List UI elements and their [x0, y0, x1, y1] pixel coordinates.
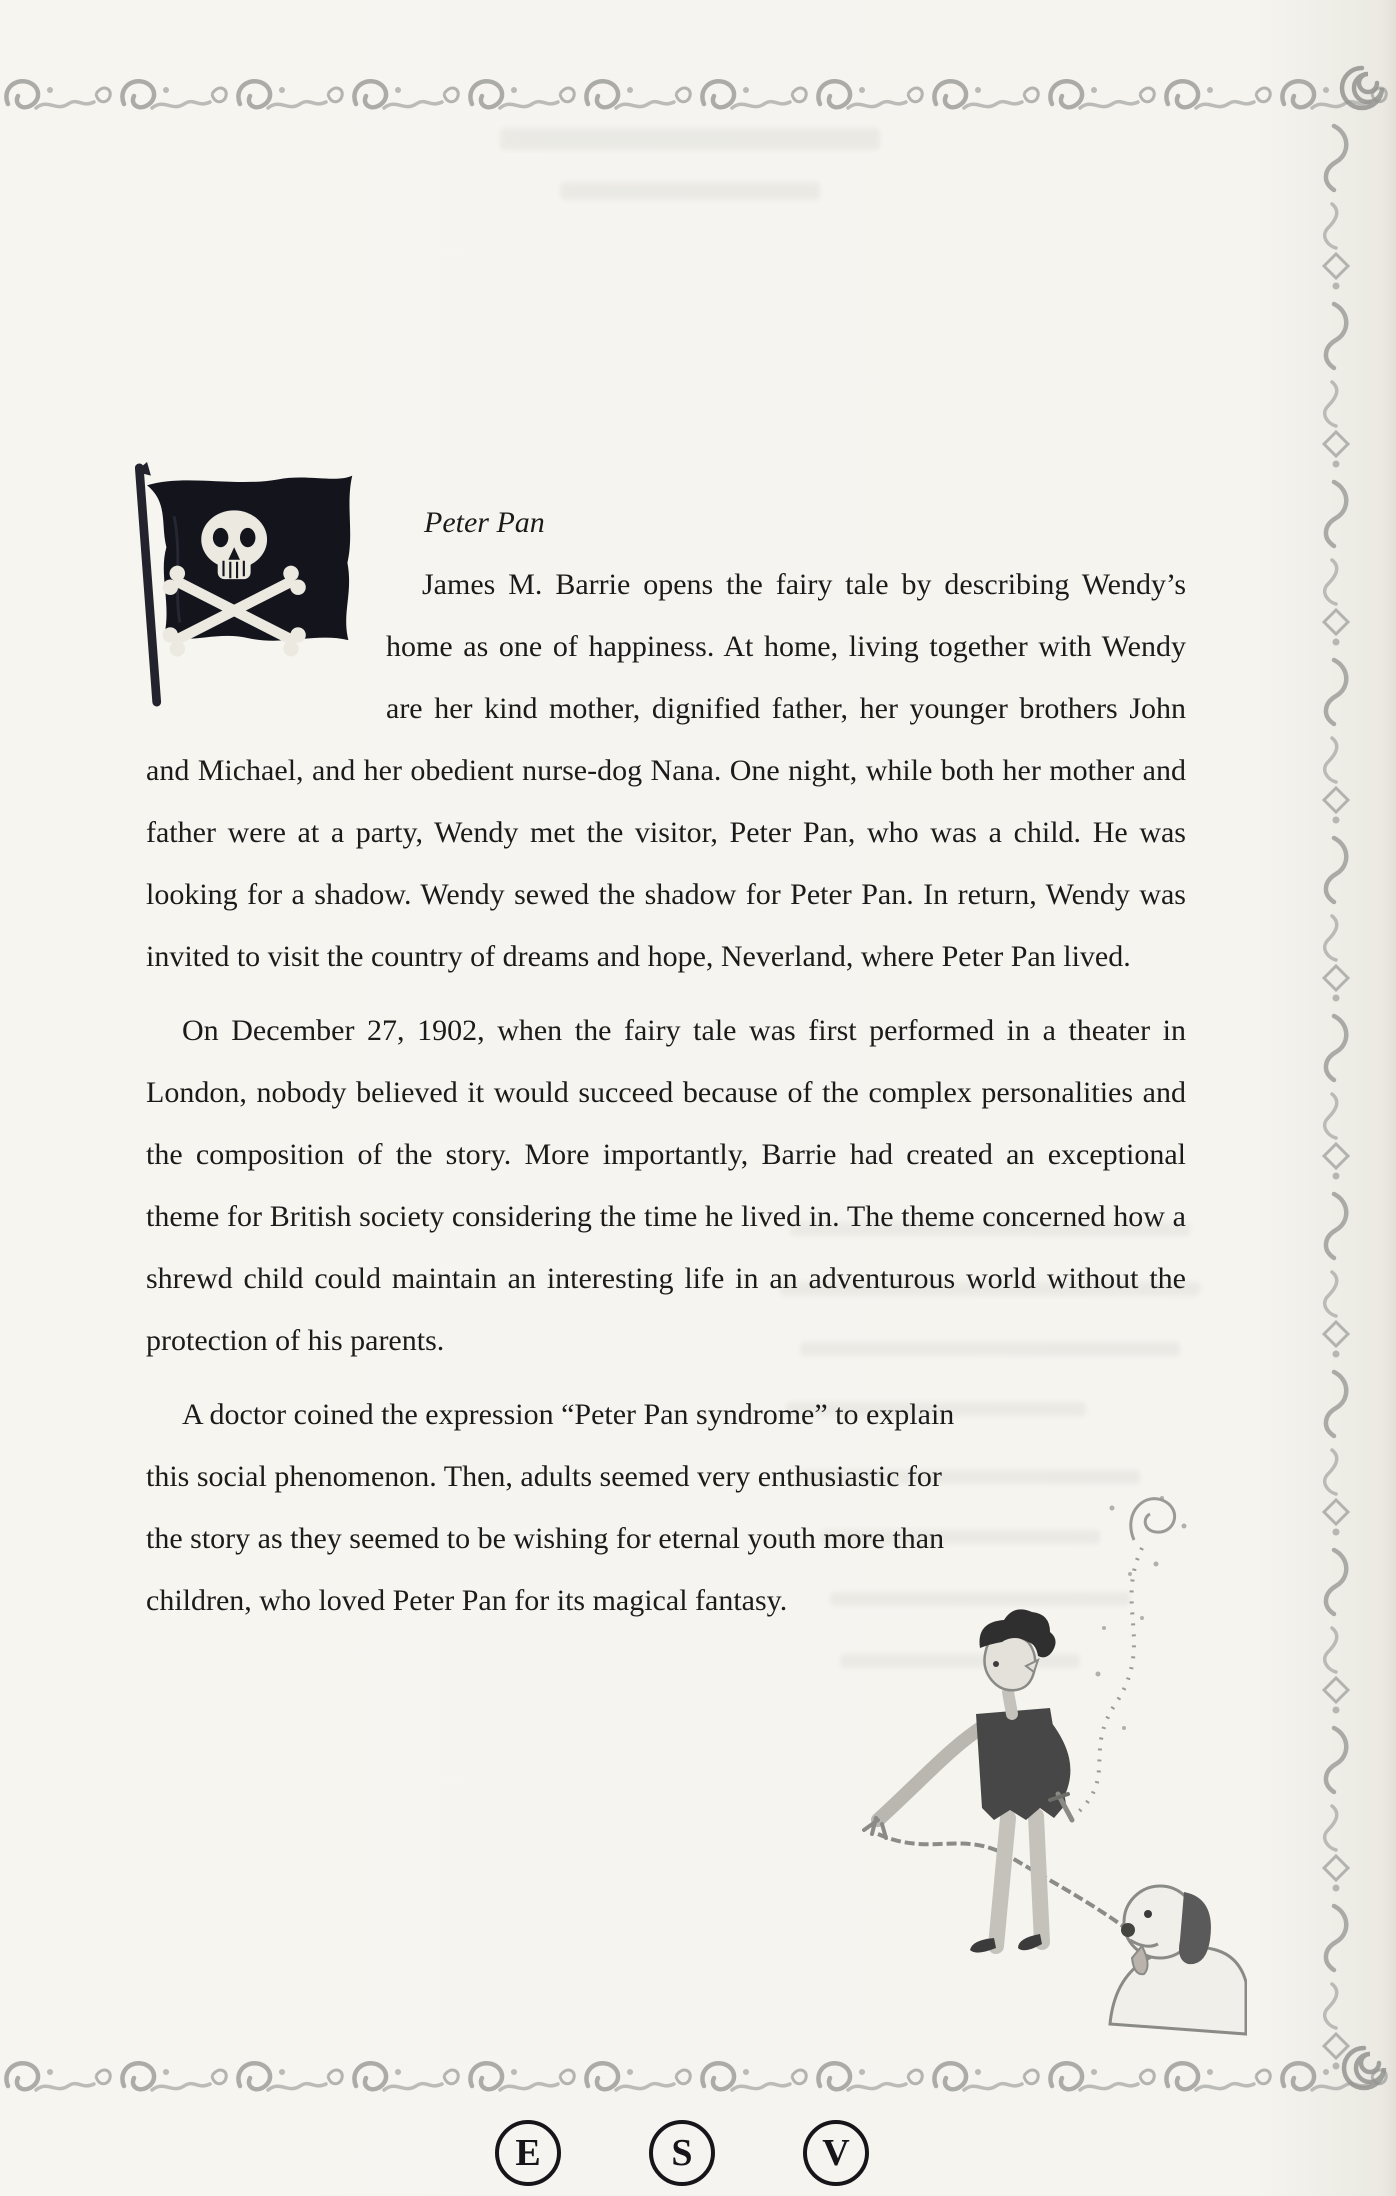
right-border-ornament-icon — [1292, 120, 1376, 2080]
pirate-flag-icon — [118, 458, 360, 710]
pirate-flag-illustration — [118, 458, 360, 710]
badge-circle-e: E — [495, 2120, 561, 2186]
paragraph: James M. Barrie opens the fairy tale by describing Wendy’s home as one of happiness. At home, living together with Wendy are her kind mother, dignified father, her younger brothers John and Michael, and her obedient nurse-dog Nana. One night, while both her mother and father were at a party, Wendy met the visitor, Peter Pan, who was a child. He was looking for a shadow. Wendy sewed the shadow for Peter Pan. In return, Wendy was invited to visit the country of dreams and hope, Neverland, where Peter Pan lived. — [146, 568, 1186, 973]
badge-circle-s: S — [649, 2120, 715, 2186]
article — [146, 492, 1186, 1644]
footer-badges — [495, 2120, 869, 2186]
paragraph: A doctor coined the expression “Peter Pan syndrome” to explain this social phenomenon. Then, adults seemed very enthusiastic for the story as they seemed to be wishing for eternal youth more than children, who loved Peter Pan for its magical fantasy. — [146, 1398, 955, 1617]
bottom-right-corner-ornament-icon — [1318, 2036, 1390, 2108]
paragraph: On December 27, 1902, when the fairy tale was first performed in a theater in London, nobody believed it would succeed because of the complex personalities and the composition of the story. More importantly, Barrie had created an exceptional theme for British society considering the time he lived in. The theme concerned how a shrewd child could maintain an interesting life in an adventurous world without the protection of his parents. — [146, 1014, 1186, 1357]
top-right-corner-ornament-icon — [1316, 56, 1388, 128]
top-border-ornament-icon — [0, 64, 1396, 128]
bottom-border-ornament-icon — [0, 2046, 1396, 2110]
badge-circle-v: V — [803, 2120, 869, 2186]
page-title: Peter Pan — [424, 506, 545, 539]
